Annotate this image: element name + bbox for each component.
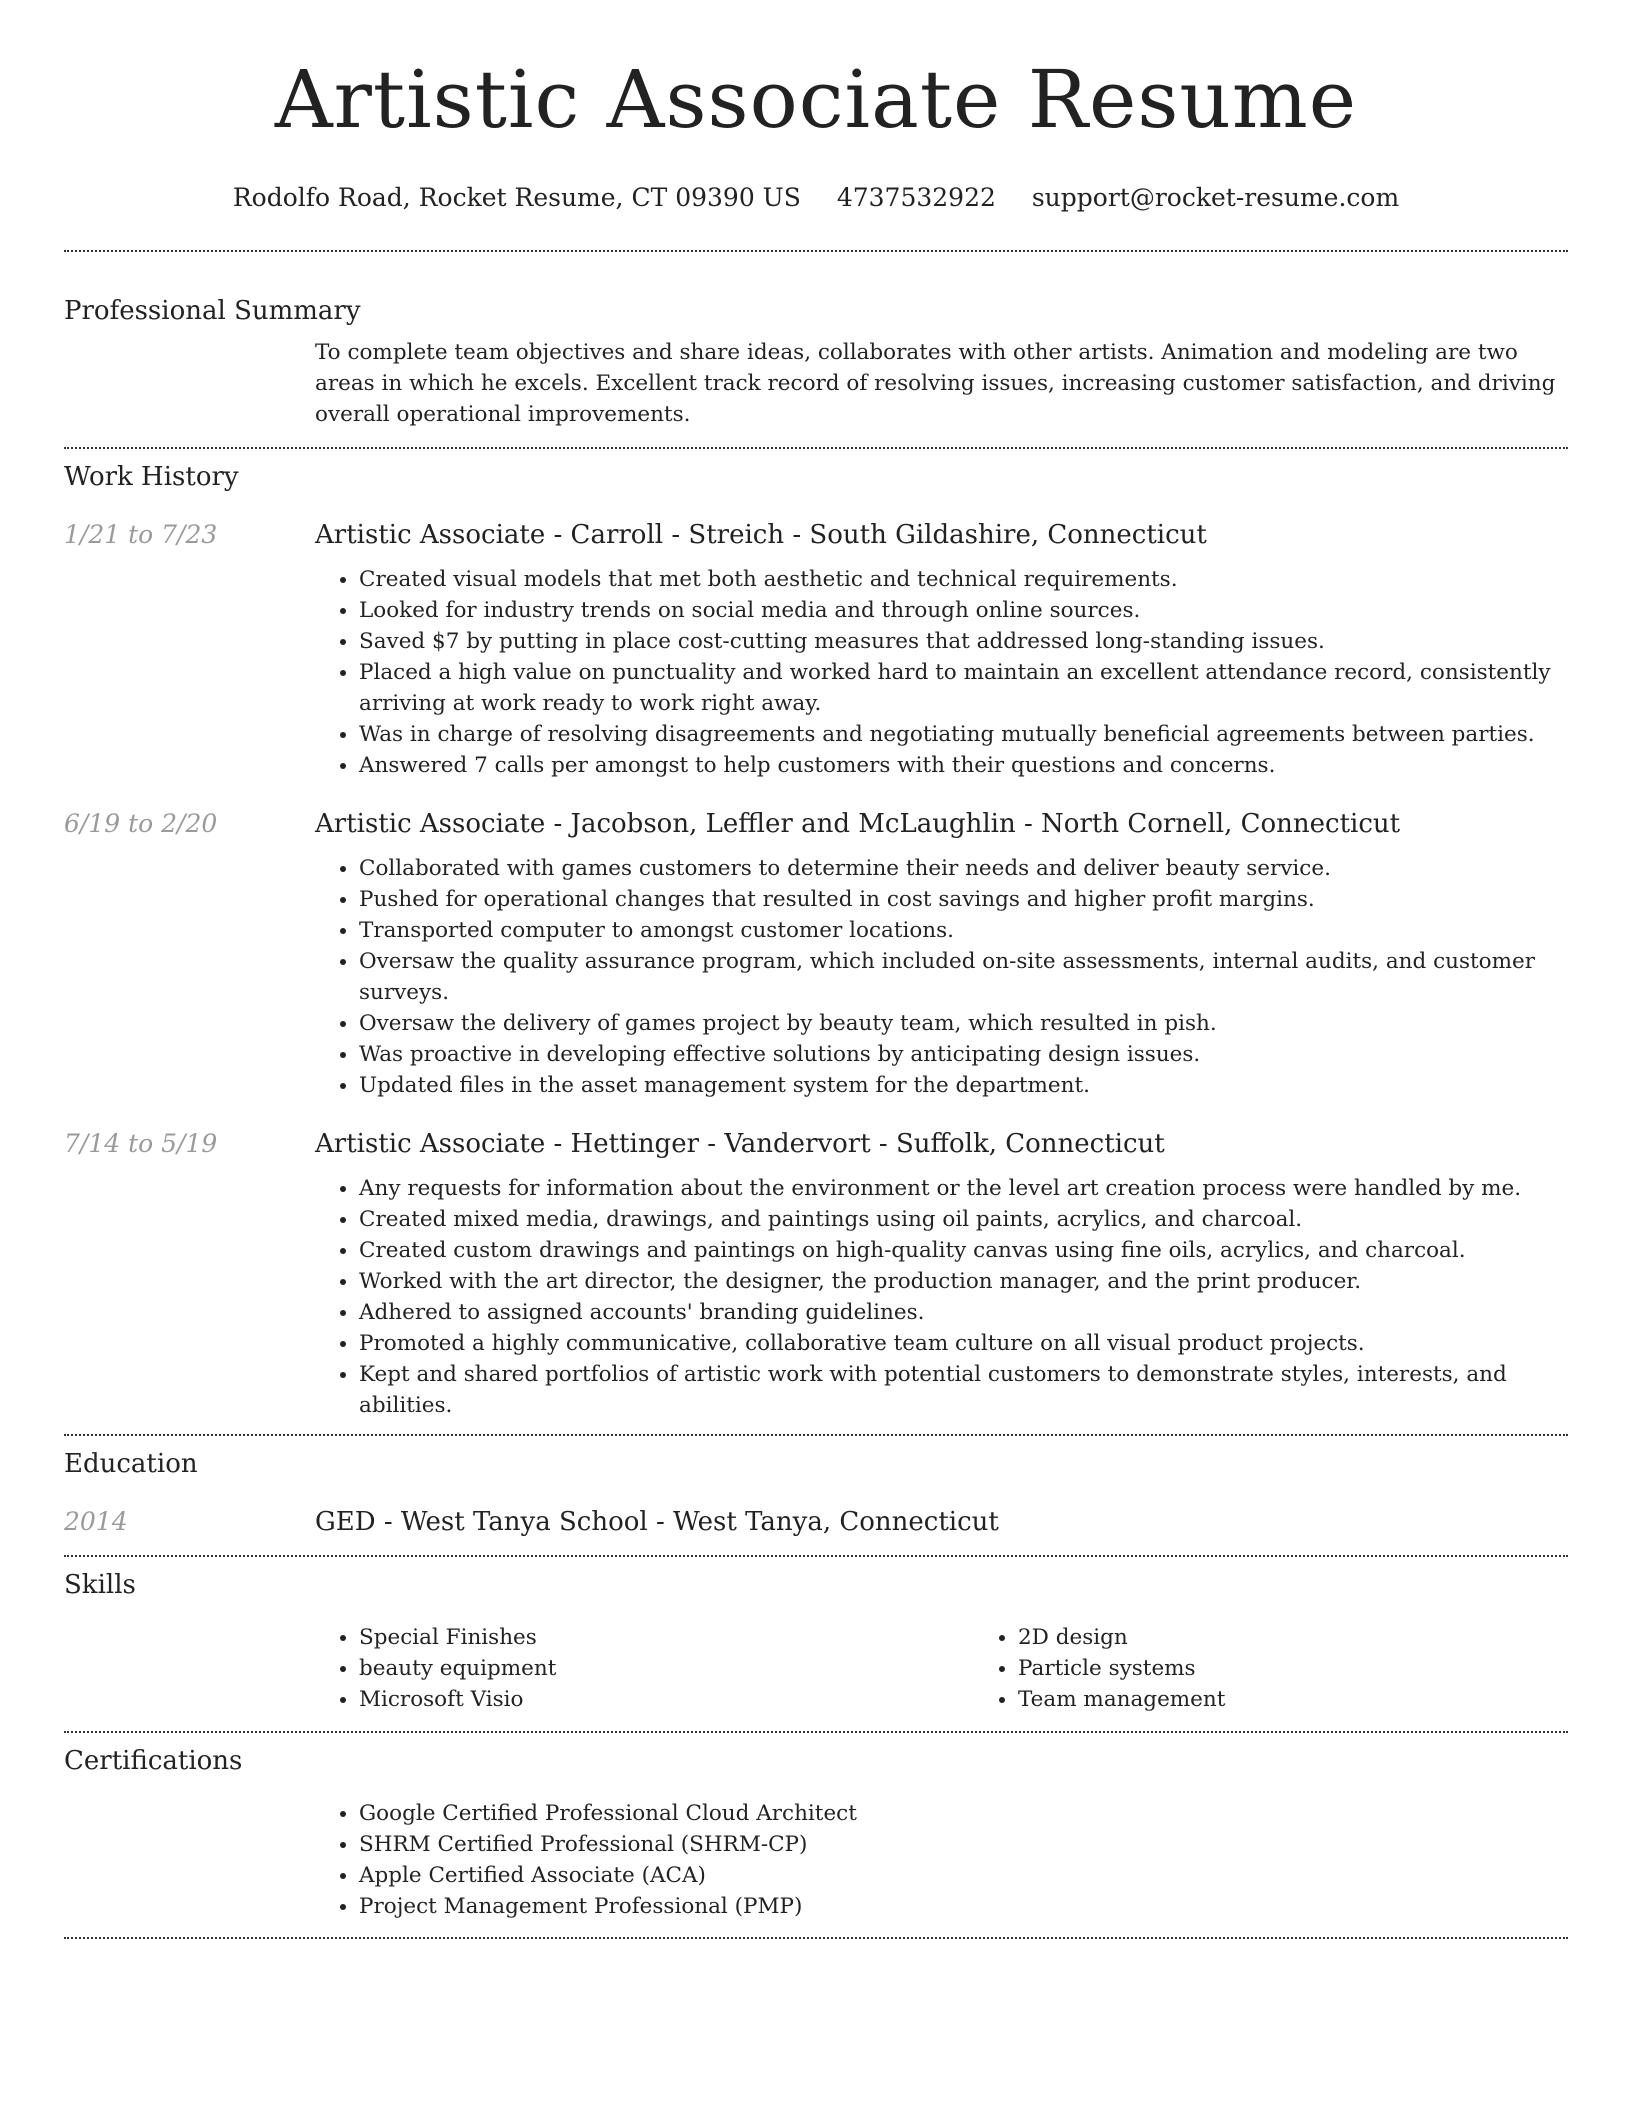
list-item: • 2D design — [1018, 1622, 1632, 1653]
education-heading: Education — [64, 1449, 198, 1479]
certifications-heading: Certifications — [64, 1746, 243, 1776]
divider — [64, 447, 1568, 449]
summary-section — [64, 294, 1568, 430]
job-entry — [64, 807, 1568, 1101]
job-title: Artistic Associate - Hettinger - Vandervort - Suffolk, Connecticut — [315, 1129, 1165, 1159]
work-history-heading: Work History — [64, 462, 239, 492]
list-item: • Apple Certified Associate (ACA) — [359, 1860, 1568, 1891]
list-item: • Placed a high value on punctuality and worked hard to maintain an excellent attendance record, consistently arriving at work ready to work right away. — [359, 657, 1568, 719]
contact-email: support@rocket-resume.com — [1031, 183, 1400, 212]
divider — [64, 250, 1568, 252]
divider — [64, 1731, 1568, 1733]
contact-line — [64, 182, 1568, 214]
list-item: • Google Certified Professional Cloud Architect — [359, 1798, 1568, 1829]
divider — [64, 1434, 1568, 1436]
contact-phone: 4737532922 — [836, 183, 996, 212]
list-item: • Collaborated with games customers to determine their needs and deliver beauty service. — [359, 853, 1568, 884]
list-item: • Oversaw the delivery of games project by beauty team, which resulted in pish. — [359, 1008, 1568, 1039]
list-item: • Pushed for operational changes that resulted in cost savings and higher profit margins. — [359, 884, 1568, 915]
list-item: • Was in charge of resolving disagreements and negotiating mutually beneficial agreements between parties. — [359, 719, 1568, 750]
list-item: • Any requests for information about the environment or the level art creation process were handled by me. — [359, 1173, 1568, 1204]
list-item: • Created mixed media, drawings, and paintings using oil paints, acrylics, and charcoal. — [359, 1204, 1568, 1235]
job-bullets — [315, 1173, 1568, 1421]
skills-list-2 — [974, 1622, 1632, 1715]
list-item: • Special Finishes — [359, 1622, 974, 1653]
list-item: • Kept and shared portfolios of artistic work with potential customers to demonstrate styles, interests, and abilities. — [359, 1359, 1568, 1421]
list-item: • Updated files in the asset management system for the department. — [359, 1070, 1568, 1101]
education-section — [64, 1447, 1568, 1539]
list-item: • Created custom drawings and paintings on high-quality canvas using fine oils, acrylics, and charcoal. — [359, 1235, 1568, 1266]
list-item: • Looked for industry trends on social media and through online sources. — [359, 595, 1568, 626]
summary-text: To complete team objectives and share ideas, collaborates with other artists. Animation and modeling are two areas in which he excels. Excellent track record of resolving issues, increasing customer satisfaction, and driving overall operational improvements. — [315, 340, 1556, 427]
education-year: 2014 — [64, 1507, 128, 1536]
list-item: • SHRM Certified Professional (SHRM-CP) — [359, 1829, 1568, 1860]
job-dates: 7/14 to 5/19 — [64, 1129, 218, 1158]
certifications-section — [64, 1744, 1568, 1922]
job-title: Artistic Associate - Carroll - Streich - South Gildashire, Connecticut — [315, 520, 1207, 550]
list-item: • Answered 7 calls per amongst to help customers with their questions and concerns. — [359, 750, 1568, 781]
job-bullets — [315, 853, 1568, 1101]
summary-heading: Professional Summary — [64, 296, 361, 326]
job-dates: 6/19 to 2/20 — [64, 809, 218, 838]
certifications-list — [315, 1798, 1568, 1922]
list-item: • beauty equipment — [359, 1653, 974, 1684]
skills-section — [64, 1568, 1568, 1715]
education-entry — [64, 1505, 1568, 1539]
list-item: • Project Management Professional (PMP) — [359, 1891, 1568, 1922]
list-item: • Worked with the art director, the designer, the production manager, and the print producer. — [359, 1266, 1568, 1297]
job-entry — [64, 518, 1568, 781]
skills-list-1 — [315, 1622, 974, 1715]
list-item: • Promoted a highly communicative, collaborative team culture on all visual product projects. — [359, 1328, 1568, 1359]
list-item: • Team management — [1018, 1684, 1632, 1715]
resume-title: Artistic Associate Resume — [274, 53, 1358, 146]
job-bullets — [315, 564, 1568, 781]
list-item: • Was proactive in developing effective solutions by anticipating design issues. — [359, 1039, 1568, 1070]
job-entry — [64, 1127, 1568, 1421]
job-title: Artistic Associate - Jacobson, Leffler and McLaughlin - North Cornell, Connecticut — [315, 809, 1401, 839]
divider — [64, 1937, 1568, 1939]
list-item: • Adhered to assigned accounts' branding guidelines. — [359, 1297, 1568, 1328]
work-history-section — [64, 460, 1568, 1421]
list-item: • Saved $7 by putting in place cost-cutting measures that addressed long-standing issues. — [359, 626, 1568, 657]
job-dates: 1/21 to 7/23 — [64, 520, 218, 549]
list-item: • Particle systems — [1018, 1653, 1632, 1684]
list-item: • Oversaw the quality assurance program, which included on-site assessments, internal audits, and customer surveys. — [359, 946, 1568, 1008]
list-item: • Microsoft Visio — [359, 1684, 974, 1715]
skills-heading: Skills — [64, 1570, 136, 1600]
list-item: • Transported computer to amongst customer locations. — [359, 915, 1568, 946]
divider — [64, 1555, 1568, 1557]
list-item: • Created visual models that met both aesthetic and technical requirements. — [359, 564, 1568, 595]
contact-address: Rodolfo Road, Rocket Resume, CT 09390 US — [232, 183, 801, 212]
education-degree: GED - West Tanya School - West Tanya, Connecticut — [315, 1507, 999, 1537]
